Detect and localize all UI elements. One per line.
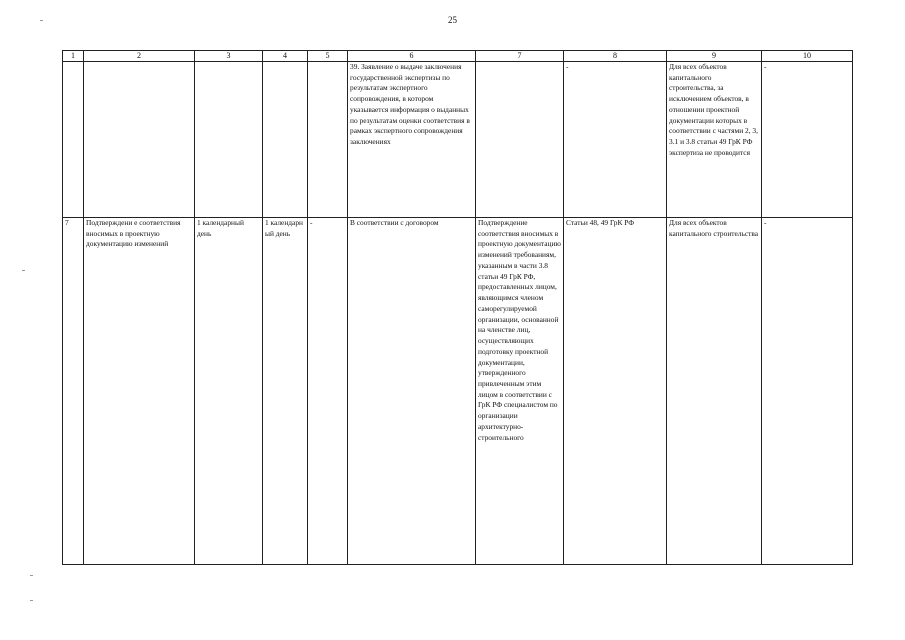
table-cell: 1 календарный день: [195, 218, 263, 565]
table-cell: Для всех объектов капитального строительства, за исключением объектов, в отношении проектной документации которых в соответствии с частями 2, 3, 3.1 и 3.8 статьи 49 ГрК РФ экспертиза не проводится: [667, 62, 762, 218]
table-cell: [263, 62, 308, 218]
table-row: [63, 218, 853, 565]
scan-mark: [30, 575, 33, 576]
column-header: 4: [263, 51, 308, 62]
page-number: 25: [448, 15, 457, 25]
column-header: 8: [564, 51, 667, 62]
table-cell: [476, 62, 564, 218]
table-cell: [195, 62, 263, 218]
scan-mark: [30, 600, 33, 601]
column-header: 10: [762, 51, 853, 62]
table-header-row: [63, 51, 853, 62]
column-header: 2: [84, 51, 195, 62]
table-cell: [84, 62, 195, 218]
services-table: [62, 50, 853, 565]
table-cell: -: [564, 62, 667, 218]
table-cell: Статьи 48, 49 ГрК РФ: [564, 218, 667, 565]
table-cell: -: [762, 62, 853, 218]
table-cell: 39. Заявление о выдаче заключения государственной экспертизы по результатам экспертного сопровождения, в котором указывается информация о выданных по результатам оценки соответствия в рамках экспертного сопровождения заключениях: [348, 62, 476, 218]
column-header: 5: [308, 51, 348, 62]
table-cell: 1 календарн ый день: [263, 218, 308, 565]
table-cell: Подтверждени е соответствия вносимых в проектную документацию изменений: [84, 218, 195, 565]
column-header: 9: [667, 51, 762, 62]
scan-mark: [22, 270, 25, 271]
table-cell: В соответствии с договором: [348, 218, 476, 565]
table-cell: [308, 62, 348, 218]
table-cell: Для всех объектов капитального строительства: [667, 218, 762, 565]
table-row: [63, 62, 853, 218]
table-cell: -: [308, 218, 348, 565]
column-header: 7: [476, 51, 564, 62]
table-cell: [63, 62, 84, 218]
table-cell: Подтверждение соответствия вносимых в проектную документацию изменений требованиям, указанным в части 3.8 статьи 49 ГрК РФ, предоставленных лицом, являющимся членом саморегулируемой организации, основанной на членстве лиц, осуществляющих подготовку проектной документации, утвержденного привлеченным этим лицом в соответствии с ГрК РФ специалистом по организации архитектурно-строительного: [476, 218, 564, 565]
table-cell: 7: [63, 218, 84, 565]
column-header: 3: [195, 51, 263, 62]
scan-mark: [40, 20, 43, 21]
column-header: 1: [63, 51, 84, 62]
table-cell: -: [762, 218, 853, 565]
column-header: 6: [348, 51, 476, 62]
